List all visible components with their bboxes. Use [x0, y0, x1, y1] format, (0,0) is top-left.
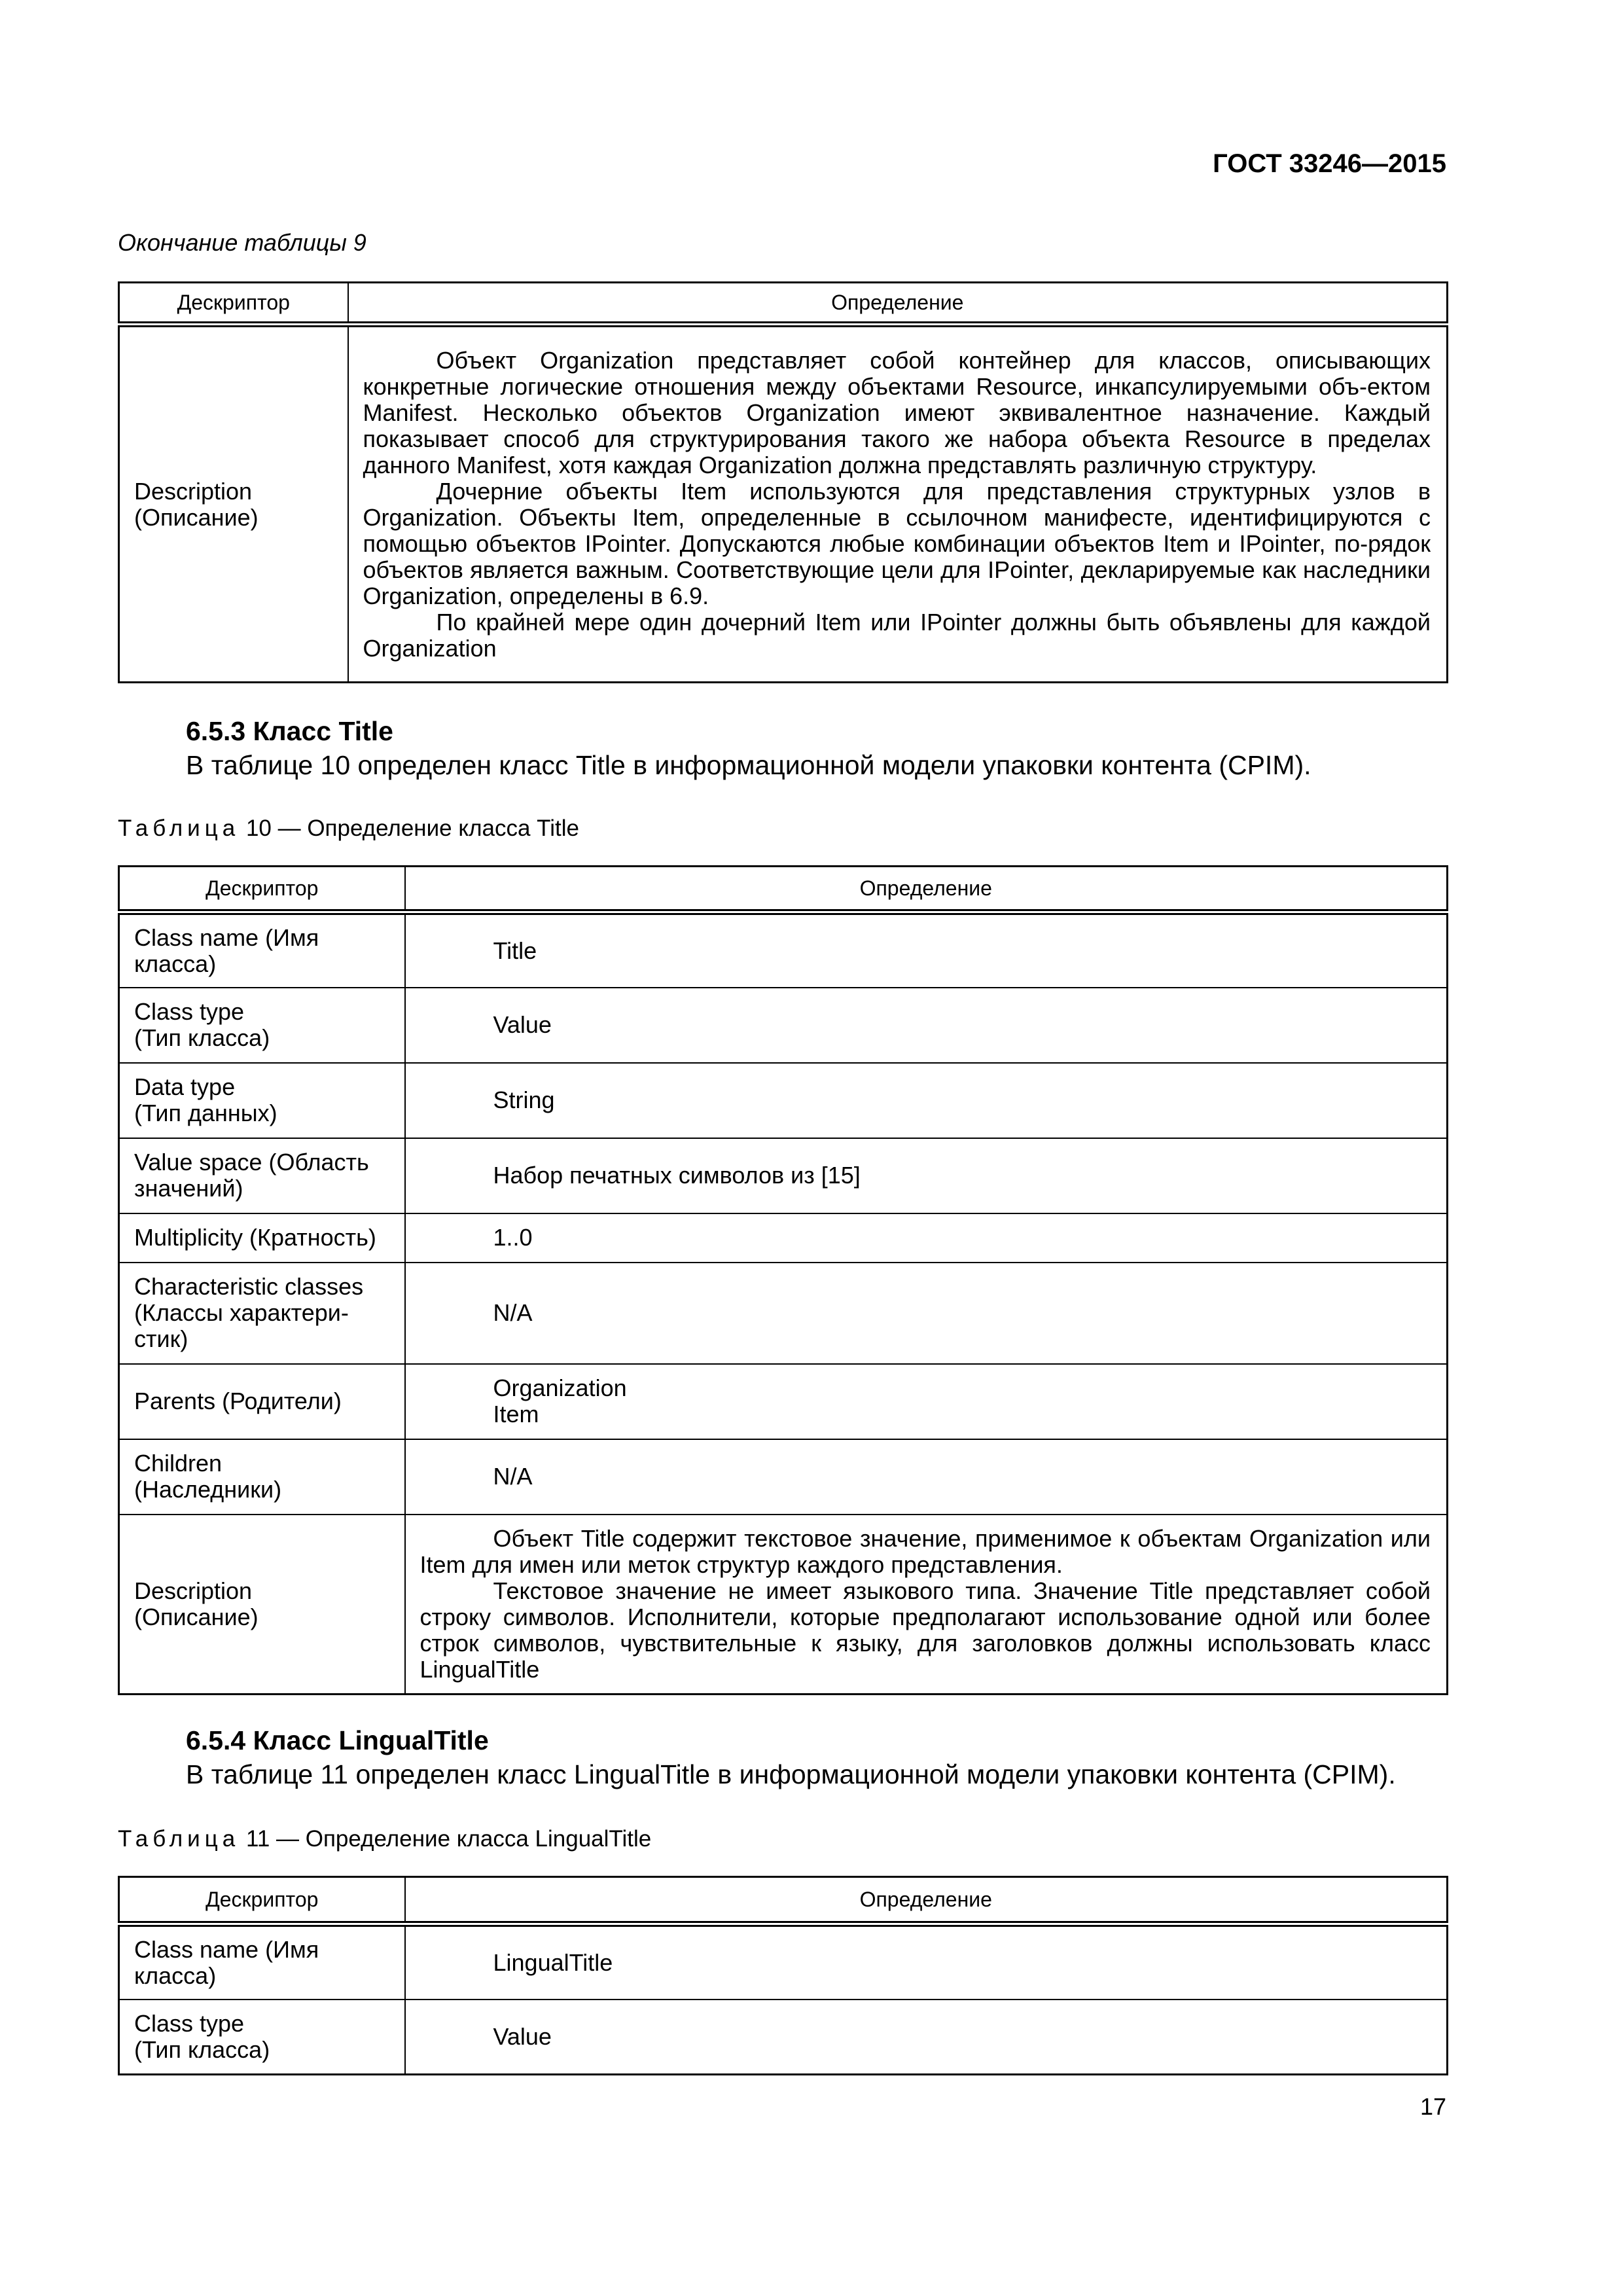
descriptor-cell [119, 988, 405, 1063]
definition-cell [405, 1515, 1448, 1695]
descriptor-line: стик) [134, 1325, 188, 1352]
descriptor-line: класса) [134, 950, 217, 977]
descriptor-cell [119, 1364, 405, 1439]
descriptor-line: (Наследники) [134, 1476, 282, 1503]
descriptor-cell [119, 1213, 405, 1263]
table-row [119, 1213, 1448, 1263]
table-row [119, 1263, 1448, 1364]
page-number: 17 [1419, 2093, 1446, 2120]
definition-line: Item [493, 1401, 539, 1427]
header-definition: Определение [348, 283, 1448, 325]
definition-cell [405, 2000, 1448, 2075]
descriptor-cell [119, 1515, 405, 1695]
header-descriptor: Дескриптор [119, 1877, 405, 1924]
descriptor-cell [119, 1138, 405, 1213]
descriptor-line: Description [134, 477, 253, 505]
descriptor-line: (Классы характери- [134, 1299, 349, 1326]
section-title: 6.5.3 Класс Title [186, 716, 393, 746]
descriptor-line: Value space (Область [134, 1149, 369, 1175]
table-row [119, 1439, 1448, 1515]
descriptor-cell [119, 912, 405, 988]
definition-cell [405, 1364, 1448, 1439]
descriptor-cell [119, 1924, 405, 2000]
descriptor-line: класса) [134, 1962, 217, 1989]
header-descriptor: Дескриптор [119, 867, 405, 912]
table-row [119, 325, 1448, 683]
descriptor-line: Children [134, 1450, 223, 1477]
descriptor-line: (Тип класса) [134, 1024, 270, 1051]
descriptor-line: Class name (Имя [134, 1935, 319, 1963]
definition-paragraph: Текстовое значение не имеет языкового типа. Значение Title представляет собой строку символов. Исполнители, которые предполагают использование одной или более строк символов, чувствительные к языку, для заголовков должны использовать класс LingualTitle [419, 1577, 1431, 1683]
descriptor-line: значений) [134, 1175, 243, 1202]
descriptor-line: (Описание) [134, 1603, 259, 1630]
table-9 [118, 281, 1448, 683]
definition-cell [348, 325, 1448, 683]
table-10 [118, 865, 1448, 1695]
descriptor-cell [119, 1439, 405, 1515]
table-row [119, 1924, 1448, 2000]
table-caption [118, 1826, 651, 1852]
table-caption-word: Таблица [118, 816, 240, 841]
table-row [119, 1515, 1448, 1695]
definition-paragraph: Объект Organization представляет собой контейнер для классов, описывающих конкретные логические отношения между объектами Resource, инкапсулируемыми объ-ектом Manifest. Несколько объектов Organization имеют эквивалентное назначение. Каждый показывает способ для структурирования такого же набора объекта Resource в пределах данного Manifest, хотя каждая Organization должна представлять различную структуру. [363, 346, 1431, 478]
descriptor-line: Class type [134, 998, 245, 1025]
table-caption-text: 10 — Определение класса Title [240, 816, 579, 841]
definition-paragraph: По крайней мере один дочерний Item или IPointer должны быть объявлены для каждой Organization [363, 608, 1431, 662]
definition-line: Набор печатных символов из [15] [493, 1162, 861, 1189]
descriptor-cell [119, 2000, 405, 2075]
definition-cell [405, 1138, 1448, 1213]
header-descriptor: Дескриптор [119, 283, 348, 325]
table-row [119, 1364, 1448, 1439]
table-header-row [119, 867, 1448, 912]
header-definition: Определение [405, 1877, 1448, 1924]
header-definition: Определение [405, 867, 1448, 912]
descriptor-line: (Тип класса) [134, 2036, 270, 2063]
definition-cell [405, 1213, 1448, 1263]
definition-paragraph: Дочерние объекты Item используются для представления структурных узлов в Organization. Объекты Item, определенные в ссылочном манифесте, идентифицируются с помощью объектов IPointer. Допускаются любые комбинации объектов Item и IPointer, по-рядок объектов является важным. Соответствующие цели для IPointer, декларируемые как наследники Organization, определены в 6.9. [363, 477, 1431, 609]
table-row [119, 1063, 1448, 1138]
table-header-row [119, 283, 1448, 325]
table-caption [118, 816, 579, 842]
definition-line: 1..0 [493, 1224, 533, 1251]
section-text: В таблице 10 определен класс Title в информационной модели упаковки контента (CPIM). [186, 750, 1311, 780]
table-row [119, 1138, 1448, 1213]
definition-line: Value [493, 1011, 552, 1038]
table-header-row [119, 1877, 1448, 1924]
document-id: ГОСТ 33246—2015 [1213, 149, 1446, 178]
definition-cell [405, 1439, 1448, 1515]
definition-line: String [493, 1086, 555, 1113]
section-title: 6.5.4 Класс LingualTitle [186, 1725, 489, 1755]
descriptor-line: Class type [134, 2009, 245, 2037]
definition-cell [405, 1263, 1448, 1364]
table-caption-text: 11 — Определение класса LingualTitle [240, 1826, 652, 1852]
table-11 [118, 1876, 1448, 2075]
definition-line: N/A [493, 1299, 533, 1326]
definition-line: N/A [493, 1463, 533, 1490]
definition-cell [405, 912, 1448, 988]
table-continuation-caption: Окончание таблицы 9 [118, 229, 366, 256]
definition-cell [405, 988, 1448, 1063]
descriptor-line: Description [134, 1577, 253, 1604]
descriptor-line: Data type [134, 1073, 236, 1100]
descriptor-line: (Тип данных) [134, 1100, 277, 1126]
table-row [119, 912, 1448, 988]
definition-line: Title [493, 937, 537, 964]
descriptor-line: Class name (Имя [134, 924, 319, 951]
descriptor-cell [119, 1263, 405, 1364]
descriptor-cell [119, 325, 348, 683]
table-caption-word: Таблица [118, 1826, 240, 1852]
definition-line: LingualTitle [493, 1948, 613, 1976]
descriptor-line: Multiplicity (Кратность) [134, 1224, 376, 1251]
definition-line: Value [493, 2022, 552, 2050]
definition-cell [405, 1924, 1448, 2000]
definition-cell [405, 1063, 1448, 1138]
descriptor-line: (Описание) [134, 503, 259, 531]
table-row [119, 2000, 1448, 2075]
descriptor-cell [119, 1063, 405, 1138]
definition-line: Organization [493, 1374, 627, 1401]
descriptor-line: Characteristic classes [134, 1273, 364, 1300]
definition-paragraph: Объект Title содержит текстовое значение, применимое к объектам Organization или Item для имен или меток структур каждого представления. [419, 1524, 1431, 1578]
section-text: В таблице 11 определен класс LingualTitle в информационной модели упаковки контента (CPIM). [186, 1759, 1396, 1789]
descriptor-line: Parents (Родители) [134, 1388, 342, 1414]
table-row [119, 988, 1448, 1063]
